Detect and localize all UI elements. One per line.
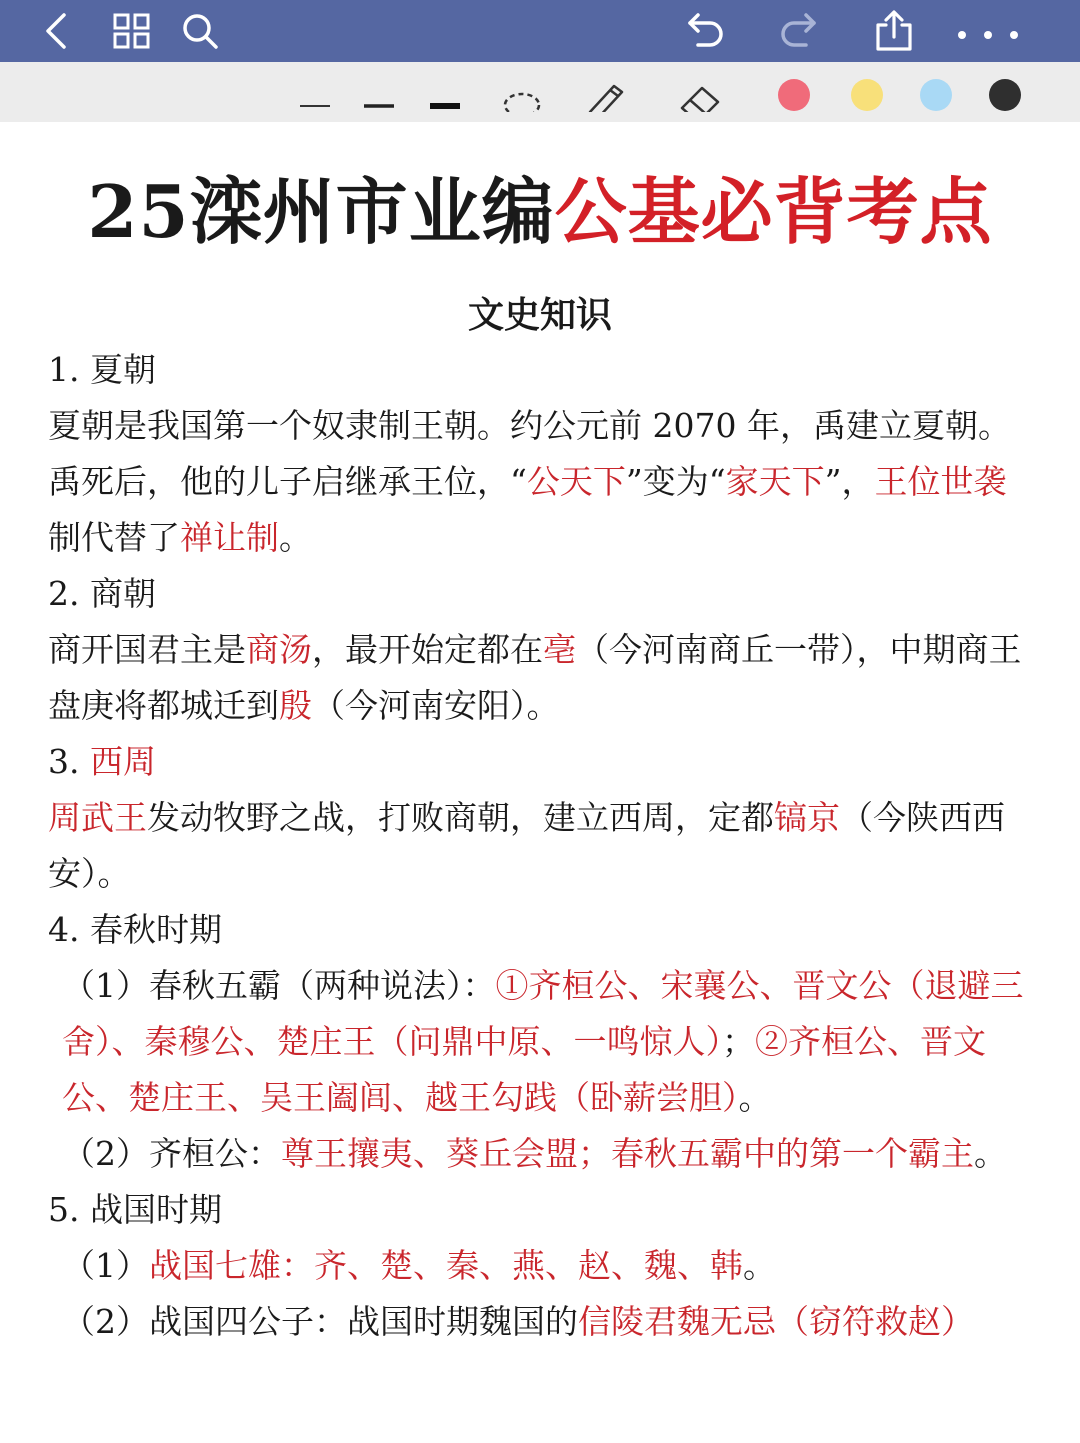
share-icon[interactable] <box>872 9 916 53</box>
highlight: 周武王 <box>48 798 147 837</box>
paragraph-xizhou <box>48 790 1038 902</box>
grid-icon[interactable] <box>110 9 154 53</box>
eraser-icon[interactable] <box>680 72 720 112</box>
document-page <box>0 122 1080 1443</box>
color-swatch-yellow[interactable] <box>851 79 883 111</box>
paragraph-zhanguo-2 <box>48 1294 1038 1350</box>
highlight: 家天下 <box>725 462 825 501</box>
paragraph-chunqiu-2 <box>48 1126 1038 1182</box>
highlight: ②齐桓公、晋文公、楚庄王、吴王阖闾、越王勾践（卧薪尝胆） <box>62 1022 986 1117</box>
section-title: 文史知识 <box>467 294 612 336</box>
text: 夏朝是我国第一个奴隶制王朝。约公元前 2070 年，禹建立夏朝。禹死后，他的儿子启继承王位，“ <box>48 406 1011 501</box>
heading-zhanguo: 5. 战国时期 <box>48 1190 222 1229</box>
paragraph-zhanguo-1 <box>48 1238 1038 1294</box>
text: （今陕西西安）。 <box>48 798 1005 893</box>
text: ； <box>722 1022 755 1061</box>
highlight: 尊王攘夷、葵丘会盟；春秋五霸中的第一个霸主 <box>281 1134 974 1173</box>
more-icon[interactable] <box>954 9 1026 53</box>
paragraph-xia <box>48 398 1038 566</box>
text: （今河南安阳）。 <box>312 686 560 725</box>
highlight: 公天下 <box>526 462 626 501</box>
thin-line-icon[interactable] <box>296 72 336 112</box>
lasso-icon[interactable] <box>502 72 542 112</box>
heading-shang: 2. 商朝 <box>48 574 156 613</box>
highlight: 战国七雄：齐、楚、秦、燕、赵、魏、韩 <box>149 1246 743 1285</box>
text: （1）春秋五霸（两种说法）： <box>62 966 496 1005</box>
highlight: 亳 <box>543 630 576 669</box>
drawing-toolbar <box>0 62 1080 122</box>
undo-icon[interactable] <box>684 9 728 53</box>
thick-line-icon[interactable] <box>426 72 466 112</box>
text: （今河南商丘一带），中期商王盘庚将都城迁到 <box>48 630 1022 725</box>
top-nav-bar <box>0 0 1080 62</box>
text: （2）齐桓公： <box>62 1134 281 1173</box>
text: 。 <box>738 1078 772 1117</box>
text: 制代替了 <box>48 518 180 557</box>
pencil-icon[interactable] <box>586 72 626 112</box>
title-black-part: 25滦州市业编 <box>87 169 555 254</box>
redo-icon[interactable] <box>776 9 820 53</box>
highlight: 禅让制 <box>180 518 279 557</box>
highlight: 镐京 <box>774 798 840 837</box>
paragraph-chunqiu-1 <box>48 958 1038 1126</box>
highlight: 西周 <box>89 742 156 781</box>
color-swatch-blue[interactable] <box>920 79 952 111</box>
back-icon[interactable] <box>36 9 80 53</box>
text: （1） <box>62 1246 149 1285</box>
text: ，最开始定都在 <box>312 630 543 669</box>
text: ”， <box>824 462 875 501</box>
highlight: 王位世袭 <box>874 462 1007 501</box>
paragraph-shang <box>48 622 1038 734</box>
text: 。 <box>974 1134 1007 1173</box>
color-swatch-pink[interactable] <box>778 79 810 111</box>
document-body <box>48 342 1038 1350</box>
text: 3. <box>48 742 90 781</box>
text: 商开国君主是 <box>48 630 246 669</box>
medium-line-icon[interactable] <box>360 72 400 112</box>
page-title <box>0 167 1080 257</box>
text: ”变为“ <box>625 462 726 501</box>
text: 。 <box>279 518 312 557</box>
heading-chunqiu: 4. 春秋时期 <box>48 910 222 949</box>
title-red-part: 公基必背考点 <box>554 169 993 254</box>
search-icon[interactable] <box>178 9 222 53</box>
color-swatch-black[interactable] <box>989 79 1021 111</box>
text: 。 <box>743 1246 776 1285</box>
highlight: 信陵君魏无忌（窃符救赵） <box>578 1302 974 1341</box>
heading-xizhou <box>48 734 1038 790</box>
text: （2）战国四公子：战国时期魏国的 <box>62 1302 578 1341</box>
highlight: 殷 <box>279 686 312 725</box>
highlight: 商汤 <box>246 630 312 669</box>
highlight: ①齐桓公、宋襄公、晋文公（退避三舍）、秦穆公、楚庄王（问鼎中原、一鸣惊人） <box>62 966 1024 1061</box>
text: 发动牧野之战，打败商朝，建立西周，定都 <box>147 798 774 837</box>
heading-xia: 1. 夏朝 <box>48 350 156 389</box>
